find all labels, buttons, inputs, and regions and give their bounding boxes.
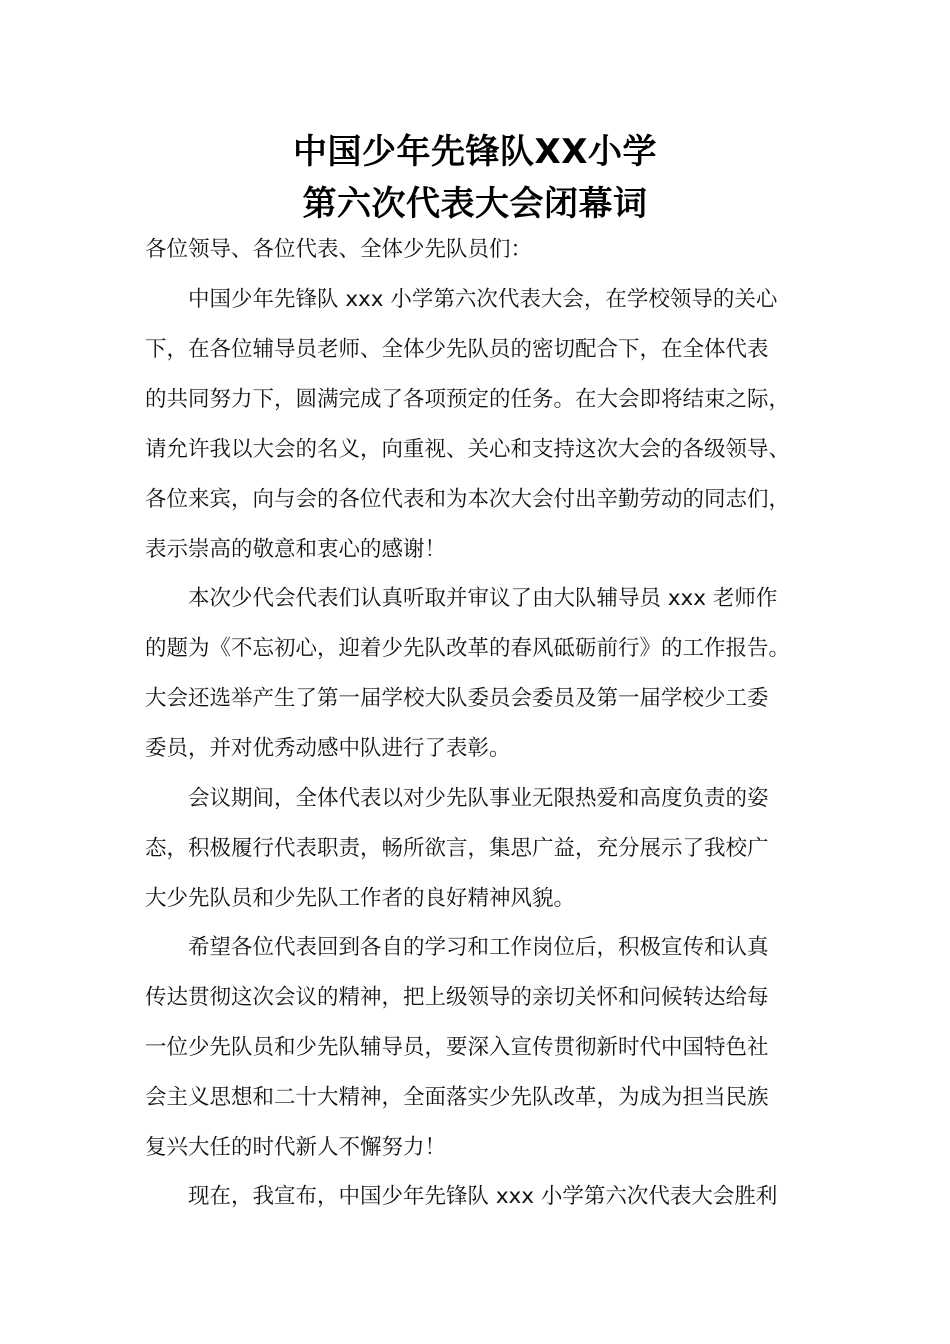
text-line: 中国少年先锋队 xxx 小学第六次代表大会，在学校领导的关心 [188,287,778,312]
salutation: 各位领导、各位代表、全体少先队员们： [145,237,533,262]
title-line-2: 第六次代表大会闭幕词 [302,184,648,224]
text-line: 会议期间，全体代表以对少先队事业无限热爱和高度负责的姿 [188,786,769,811]
text-line: 下，在各位辅导员老师、全体少先队员的密切配合下，在全体代表 [145,337,769,362]
text-line: 大少先队员和少先队工作者的良好精神风貌。 [145,886,576,911]
text-line: 一位少先队员和少先队辅导员，要深入宣传贯彻新时代中国特色社 [145,1035,769,1060]
text-line: 请允许我以大会的名义，向重视、关心和支持这次大会的各级领导、 [145,437,791,462]
text-line: 的共同努力下，圆满完成了各项预定的任务。在大会即将结束之际， [145,387,791,412]
text-line: 委员，并对优秀动感中队进行了表彰。 [145,736,511,761]
text-line: 的题为《不忘初心，迎着少先队改革的春风砥砺前行》的工作报告。 [145,636,791,661]
text-line: 复兴大任的时代新人不懈努力！ [145,1135,447,1160]
title-line-1: 中国少年先锋队XX小学 [293,132,657,172]
text-line: 表示崇高的敬意和衷心的感谢！ [145,537,447,562]
text-line: 本次少代会代表们认真听取并审议了由大队辅导员 xxx 老师作 [188,586,778,611]
text-line: 各位来宾，向与会的各位代表和为本次大会付出辛勤劳动的同志们， [145,487,791,512]
text-line: 现在，我宣布，中国少年先锋队 xxx 小学第六次代表大会胜利 [188,1184,778,1209]
text-line: 大会还选举产生了第一届学校大队委员会委员及第一届学校少工委 [145,686,769,711]
text-line: 传达贯彻这次会议的精神，把上级领导的亲切关怀和问候转达给每 [145,985,769,1010]
text-line: 态，积极履行代表职责，畅所欲言，集思广益，充分展示了我校广 [145,836,769,861]
text-line: 希望各位代表回到各自的学习和工作岗位后，积极宣传和认真 [188,935,769,960]
text-line: 会主义思想和二十大精神，全面落实少先队改革，为成为担当民族 [145,1085,769,1110]
